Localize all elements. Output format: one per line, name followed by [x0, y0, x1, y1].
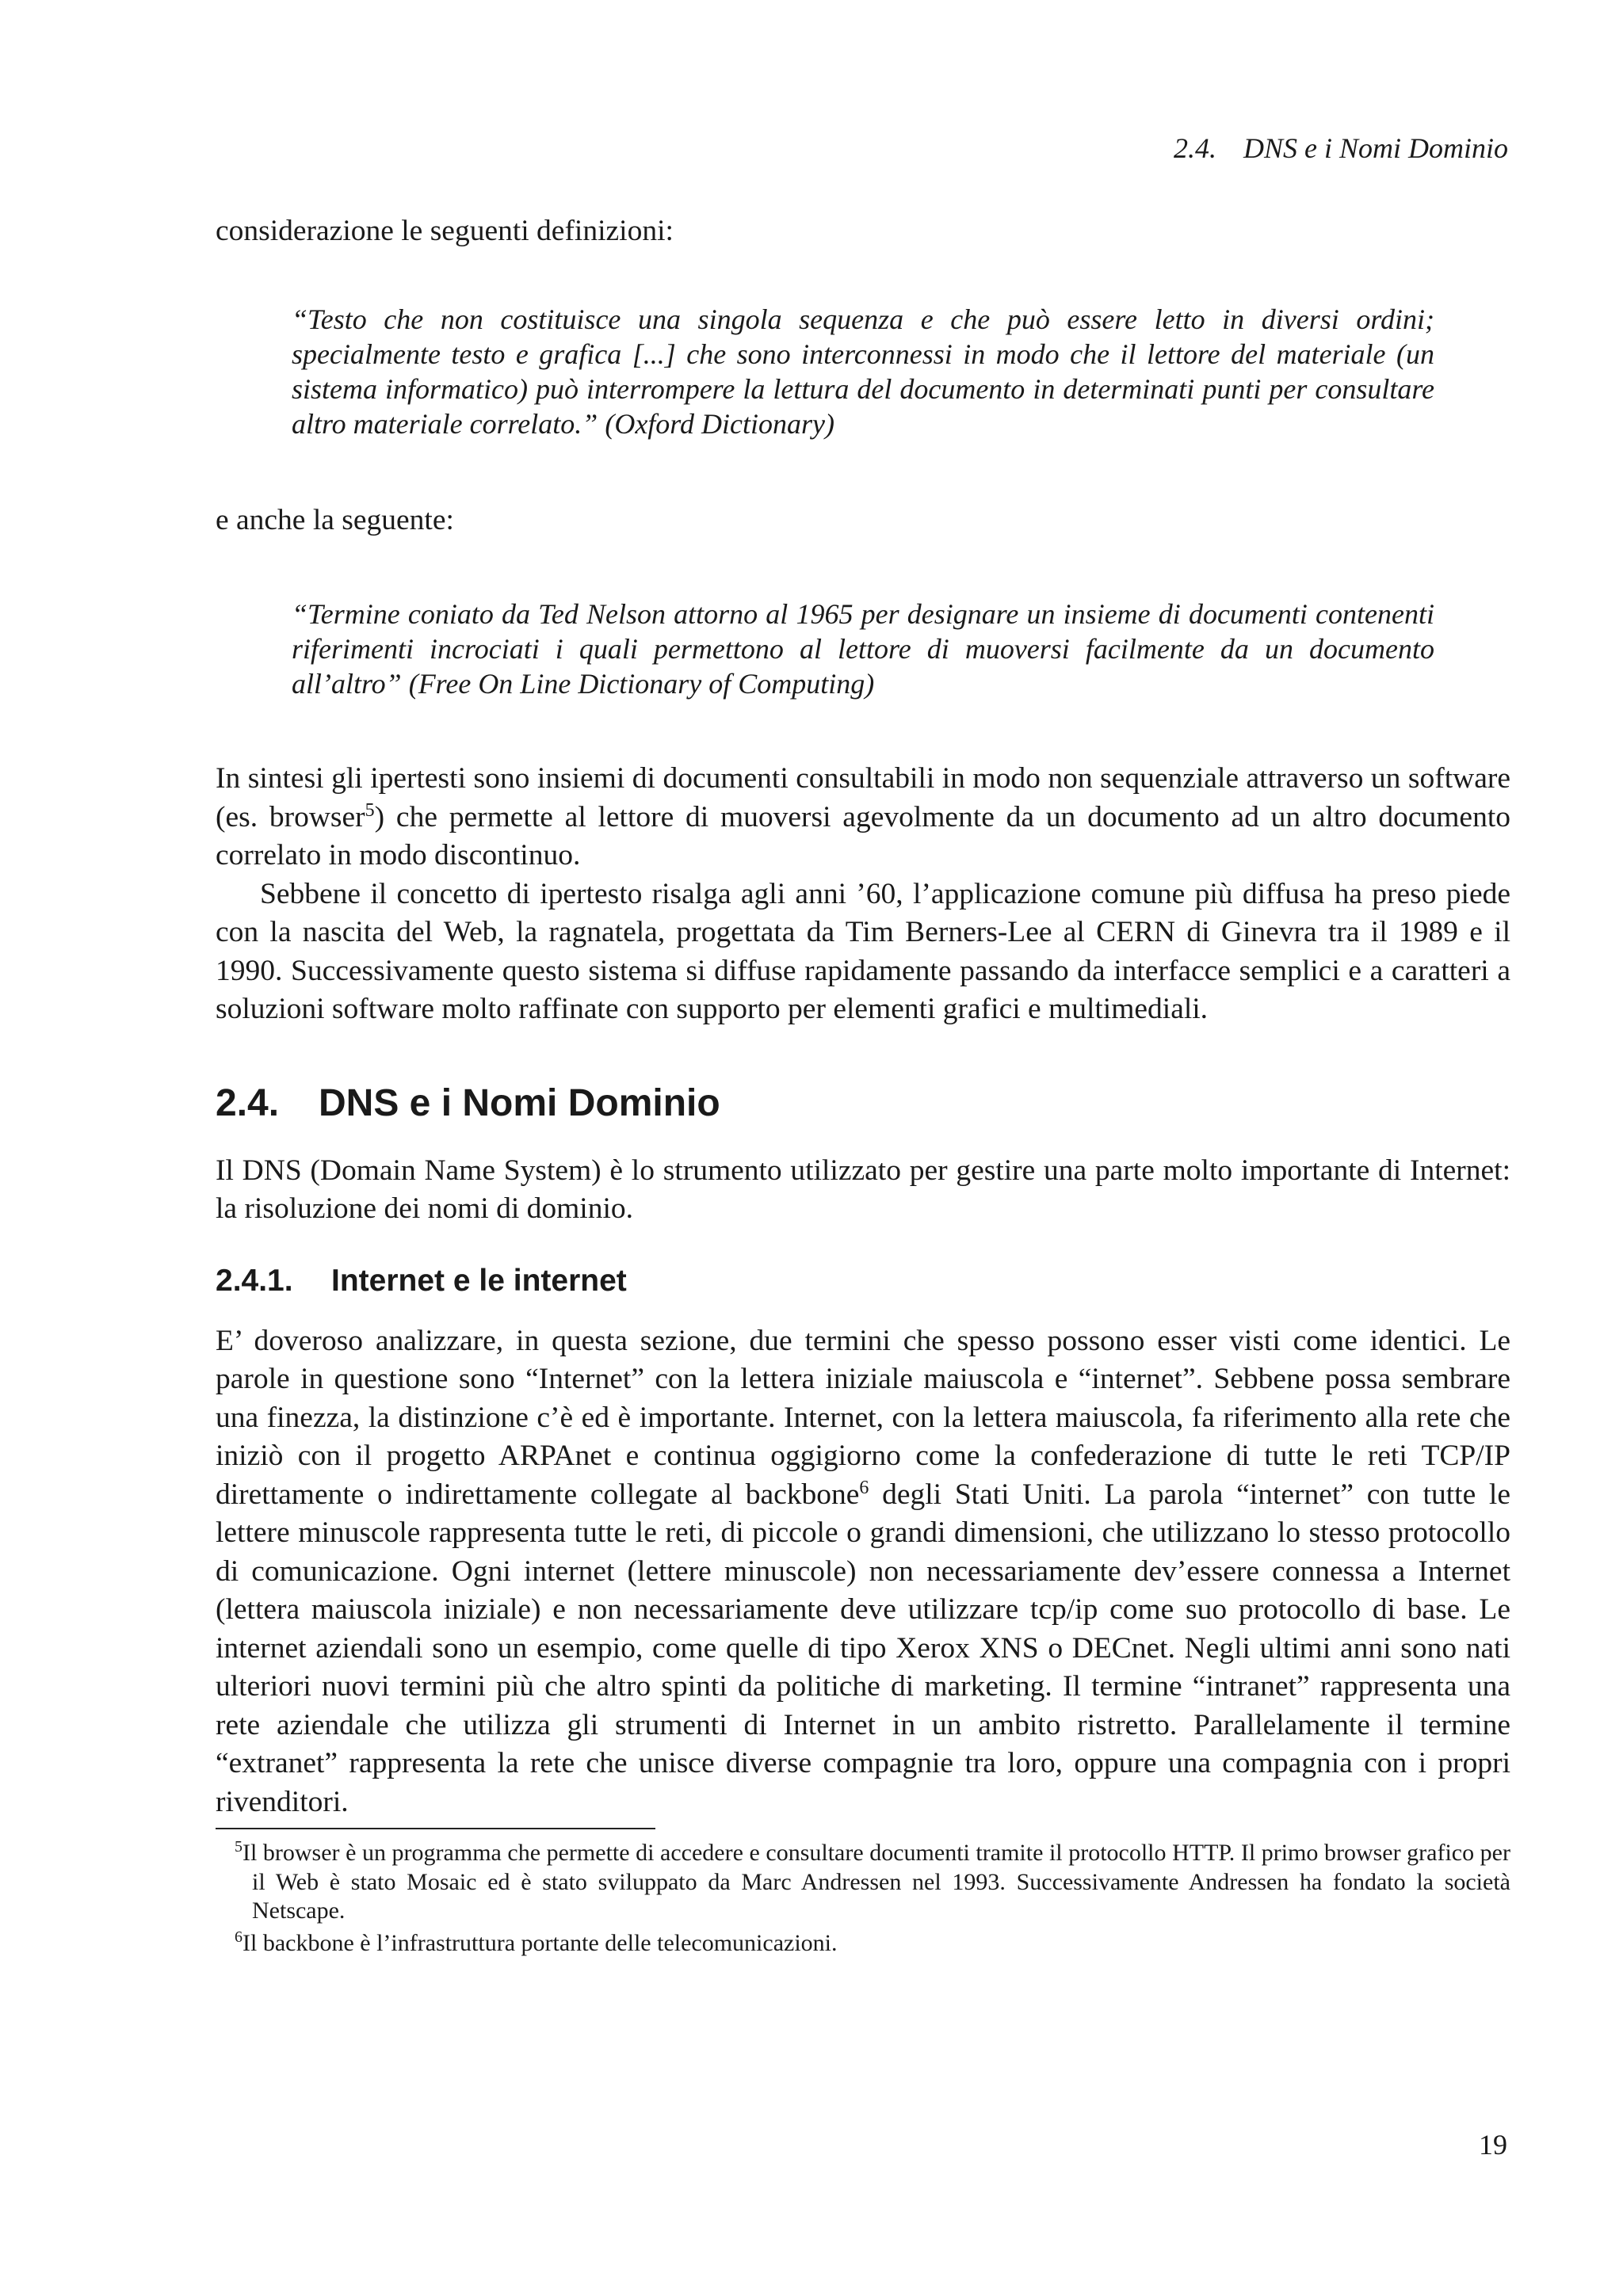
section-heading — [216, 1081, 1510, 1125]
connector-line: e anche la seguente: — [216, 503, 454, 536]
section-intro: Il DNS (Domain Name System) è lo strumento utilizzato per gestire una parte molto importante di Internet: la risoluzione dei nomi di dominio. — [216, 1154, 1510, 1225]
footnote-6 — [216, 1929, 1510, 1958]
subsection-body-part1: E’ doveroso analizzare, in questa sezione, due termini che spesso possono esser visti come identici. Le parole in questione sono “Internet” con la lettera iniziale maiuscola e “internet”. Sebbene possa sembrare una finezza, la distinzione c’è ed è importante. Internet, con la lettera maiuscola, fa riferimento alla rete che iniziò con il progetto ARPAnet e continua oggigiorno come la confederazione di tutte le reti TCP/IP direttamente o indirettamente collegate al backbone — [216, 1324, 1510, 1511]
paragraph-summary-part1: In sintesi gli ipertesti sono insiemi di documenti consultabili in modo non sequenziale attraverso un software (es. browser — [216, 762, 1510, 833]
footnote-5-text: Il browser è un programma che permette di accedere e consultare documenti tramite il protocollo HTTP. Il primo browser grafico per il Web è stato Mosaic ed è stato sviluppato da Marc Andressen nel 1993. Successivamente Andressen ha fondato la società Netscape. — [242, 1840, 1510, 1924]
footnote-5-mark: 5 — [235, 1838, 242, 1855]
paragraph-history: Sebbene il concetto di ipertesto risalga agli anni ’60, l’applicazione comune più diffusa ha preso piede con la nascita del Web, la ragnatela, progettata da Tim Berners-Lee al CERN di Ginevra tra il 1989 e il 1990. Successivamente questo sistema si diffuse rapidamente passando da interfacce semplici e a caratteri a soluzioni software molto raffinate con supporto per elementi grafici e multimediali. — [216, 877, 1510, 1025]
page-number: 19 — [1479, 2129, 1507, 2161]
paragraph-summary — [216, 760, 1510, 875]
quote-oxford — [292, 302, 1434, 441]
section-title: DNS e i Nomi Dominio — [319, 1081, 720, 1124]
footnote-divider — [216, 1828, 655, 1829]
footnote-5 — [216, 1839, 1510, 1926]
subsection-number: 2.4.1. — [216, 1263, 293, 1298]
subsection-title: Internet e le internet — [331, 1263, 627, 1298]
quote-oxford-source: (Oxford Dictionary) — [605, 407, 834, 440]
footnote-ref-6[interactable]: 6 — [859, 1477, 869, 1498]
running-header — [1174, 132, 1508, 165]
page-content — [216, 212, 1510, 1958]
section-number: 2.4. — [216, 1081, 280, 1124]
running-header-section-number: 2.4. — [1173, 132, 1216, 164]
quote-foldoc-text: “Termine coniato da Ted Nelson attorno al 1965 per designare un insieme di documenti contenenti riferimenti incrociati i quali permettono al lettore di muoversi facilmente da un documento all’altro” — [292, 598, 1434, 700]
quote-foldoc-source: (Free On Line Dictionary of Computing) — [408, 668, 875, 700]
intro-line: considerazione le seguenti definizioni: — [216, 215, 674, 247]
paragraph-summary-part2: ) che permette al lettore di muoversi agevolmente da un documento ad un altro documento correlato in modo discontinuo. — [216, 800, 1510, 871]
running-header-section-title: DNS e i Nomi Dominio — [1243, 132, 1508, 164]
subsection-heading — [216, 1264, 1510, 1299]
subsection-body-part2: degli Stati Uniti. La parola “internet” con tutte le lettere minuscole rappresenta tutte le reti, di piccole o grandi dimensioni, che utilizzano lo stesso protocollo di comunicazione. Ogni internet (lettere minuscole) non necessariamente dev’essere connessa a Internet (lettera maiuscola iniziale) e non necessariamente deve utilizzare tcp/ip come suo protocollo di base. Le internet aziendali sono un esempio, come quelle di tipo Xerox XNS o DECnet. Negli ultimi anni sono nati ulteriori nuovi termini più che altro spinti da politiche di marketing. Il termine “intranet” rappresenta una rete aziendale che utilizza gli strumenti di Internet in un ambito ristretto. Parallelamente il termine “extranet” rappresenta la rete che unisce diverse compagnie tra loro, oppure una compagnia con i propri rivenditori. — [216, 1478, 1510, 1818]
quote-oxford-text: “Testo che non costituisce una singola sequenza e che può essere letto in diversi ordini; specialmente testo e grafica [...] che sono interconnessi in modo che il lettore del materiale (un sistema informatico) può interrompere la lettura del documento in determinati punti per consultare altro materiale correlato.” — [292, 303, 1434, 440]
subsection-body — [216, 1322, 1510, 1822]
footnote-6-text: Il backbone è l’infrastruttura portante delle telecomunicazioni. — [242, 1929, 838, 1956]
quote-foldoc — [292, 597, 1434, 701]
footnote-ref-5[interactable]: 5 — [365, 799, 375, 821]
footnote-6-mark: 6 — [235, 1928, 242, 1946]
